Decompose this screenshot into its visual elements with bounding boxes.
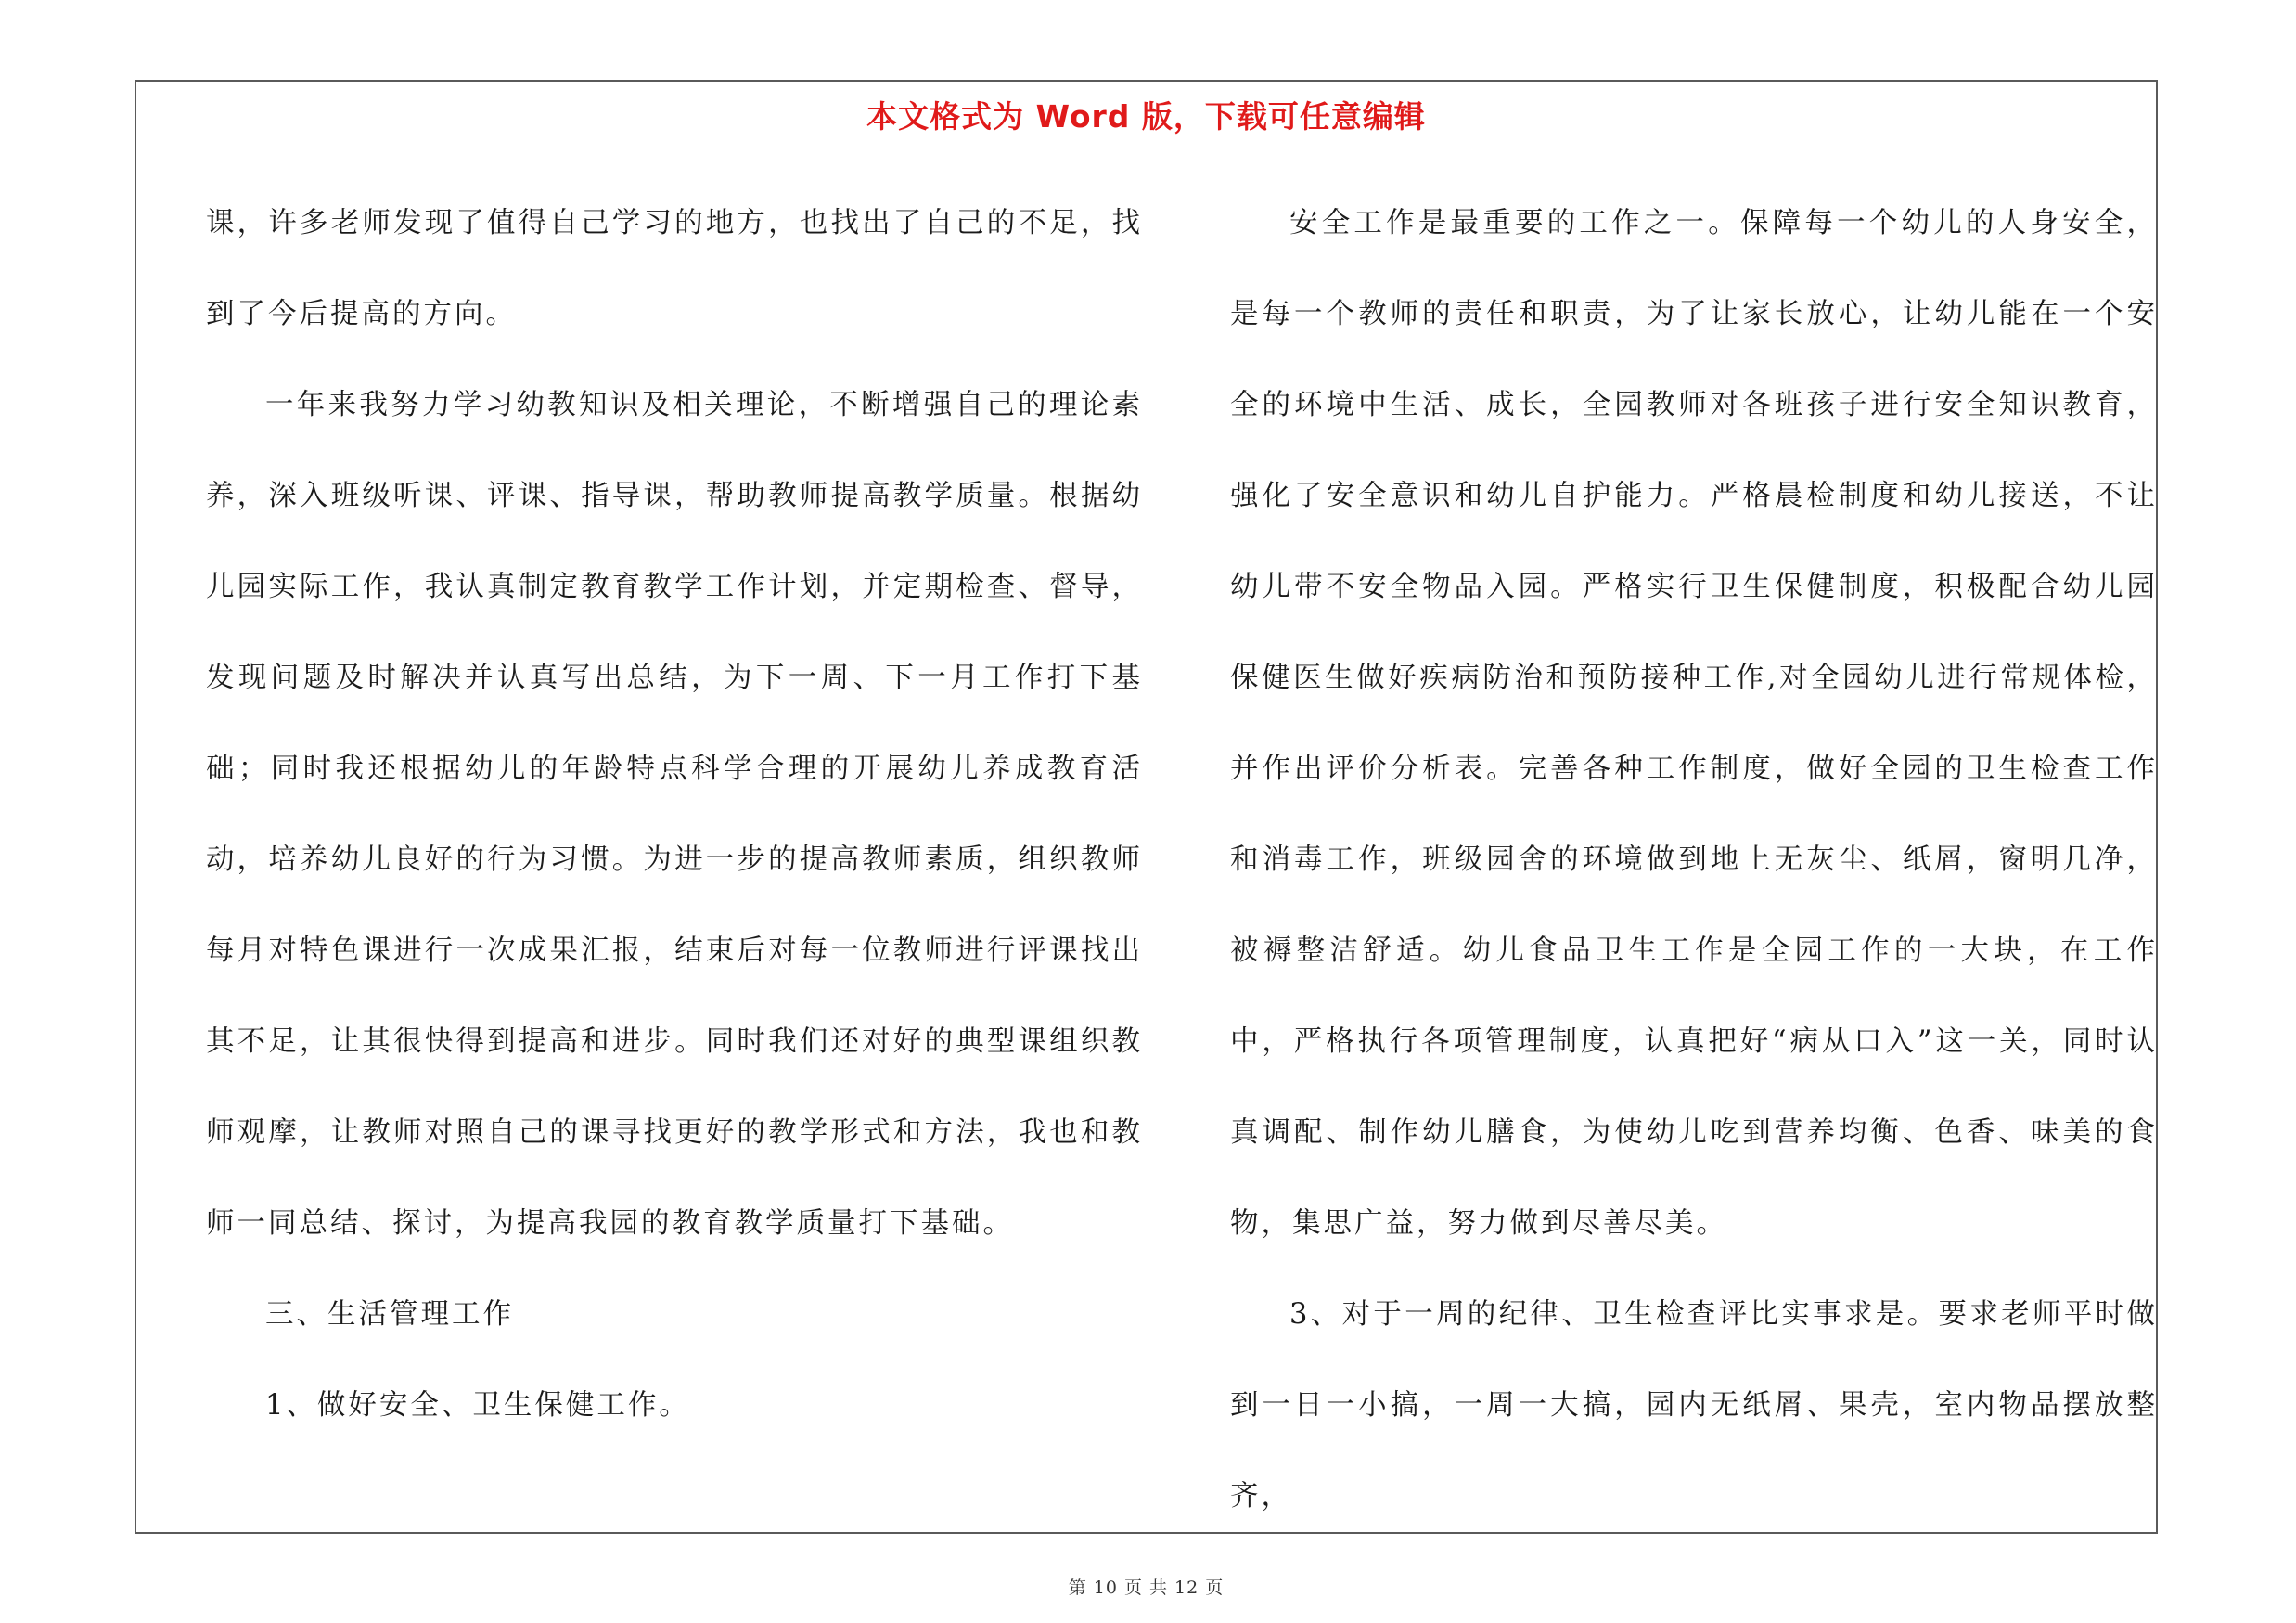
page-number: 第 10 页 共 12 页: [1068, 1578, 1225, 1598]
section-heading: 三、生活管理工作: [265, 1298, 514, 1331]
paragraph: 一年来我努力学习幼教知识及相关理论，不断增强自己的理论素养，深入班级听课、评课、指导课，帮助教师提高教学质量。根据幼儿园实际工作，我认真制定教育教学工作计划，并定期检查、督导，发现问题及时解决并认真写出总结，为下一周、下一月工作打下基础；同时我还根据幼儿的年龄特点科学合理的开展幼儿养成教育活动，培养幼儿良好的行为习惯。为进一步的提高教师素质，组织教师每月对特色课进行一次成果汇报，结束后对每一位教师进行评课找出其不足，让其很快得到提高和进步。同时我们还对好的典型课组织教师观摩，让教师对照自己的课寻找更好的教学形式和方法，我也和教师一同总结、探讨，为提高我园的教育教学质量打下基础。: [206, 389, 1143, 1240]
subsection-heading: 1、做好安全、卫生保健工作。: [265, 1389, 690, 1422]
left-column: [206, 178, 1143, 1451]
right-column: [1230, 178, 2158, 1542]
word-format-banner: 本文格式为 Word 版，下载可任意编辑: [866, 98, 1426, 135]
paragraph: 安全工作是最重要的工作之一。保障每一个幼儿的人身安全，是每一个教师的责任和职责，为了让家长放心，让幼儿能在一个安全的环境中生活、成长，全园教师对各班孩子进行安全知识教育，强化了安全意识和幼儿自护能力。严格晨检制度和幼儿接送，不让幼儿带不安全物品入园。严格实行卫生保健制度，积极配合幼儿园保健医生做好疾病防治和预防接种工作,对全园幼儿进行常规体检，并作出评价分析表。完善各种工作制度，做好全园的卫生检查工作和消毒工作，班级园舍的环境做到地上无灰尘、纸屑，窗明几净，被褥整洁舒适。幼儿食品卫生工作是全园工作的一大块，在工作中，严格执行各项管理制度，认真把好“病从口入”这一关，同时认真调配、制作幼儿膳食，为使幼儿吃到营养均衡、色香、味美的食物，集思广益，努力做到尽善尽美。: [1230, 207, 2158, 1240]
paragraph: 3、对于一周的纪律、卫生检查评比实事求是。要求老师平时做到一日一小搞，一周一大搞，园内无纸屑、果壳，室内物品摆放整齐，: [1230, 1298, 2158, 1513]
paragraph: 课，许多老师发现了值得自己学习的地方，也找出了自己的不足，找到了今后提高的方向。: [206, 207, 1143, 330]
